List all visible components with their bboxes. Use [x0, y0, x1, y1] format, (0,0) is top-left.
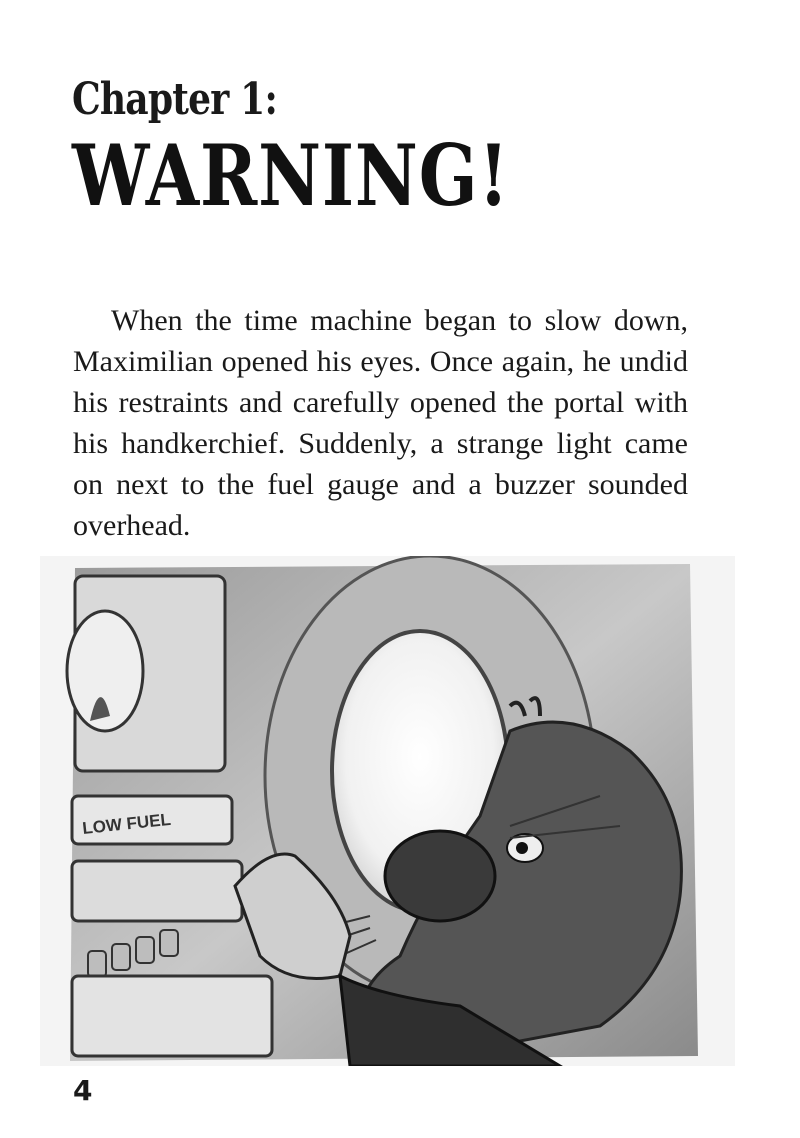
chapter-title: WARNING!	[72, 126, 510, 225]
page-number: 4	[73, 1074, 93, 1107]
body-paragraph: When the time machine began to slow down, Maximilian opened his eyes. Once again, he undid his restraints and carefully opened the portal with his handkerchief. Suddenly, a strange light came on next to the fuel gauge and a buzzer sounded overhead.	[73, 304, 688, 542]
low-fuel-label: LOW FUEL	[81, 809, 172, 839]
illustration-time-machine	[40, 556, 735, 1066]
chapter-label: Chapter 1:	[72, 74, 277, 125]
